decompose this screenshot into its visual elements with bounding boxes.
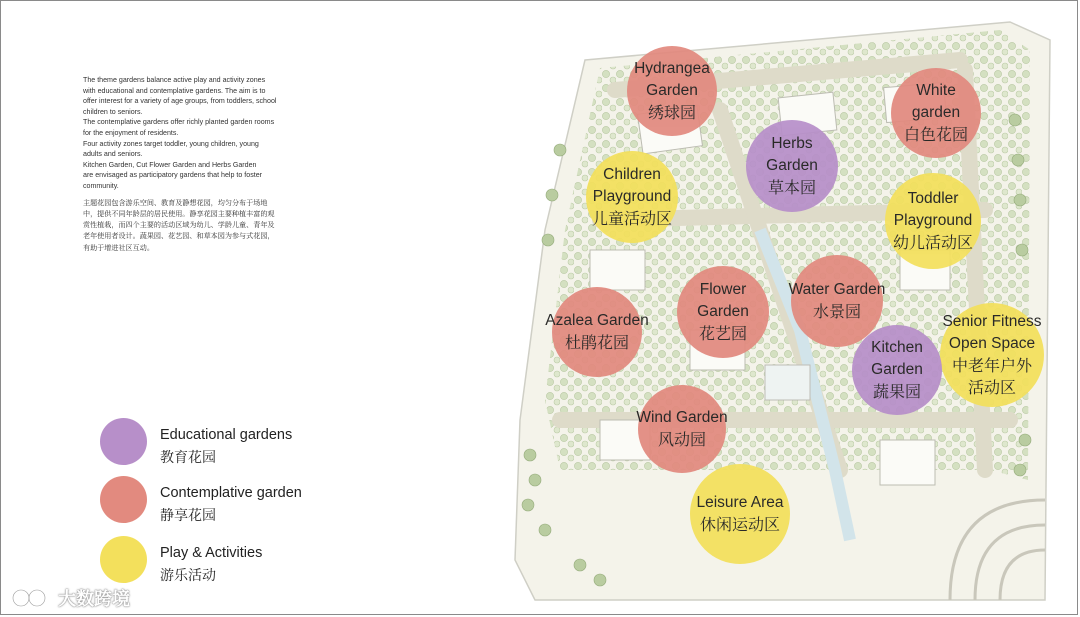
garden-name-zh: 风动园 (657, 430, 706, 449)
garden-bubble (852, 325, 942, 415)
garden-name: Azalea Garden (545, 312, 649, 329)
garden-name: Open Space (948, 335, 1036, 352)
legend-label: Educational gardens (160, 427, 293, 443)
garden-name: Garden (646, 82, 698, 99)
garden-name: Garden (871, 361, 923, 378)
legend-swatch (100, 536, 147, 583)
description-line: for the enjoyment of residents. (83, 128, 179, 137)
garden-bubble (677, 266, 769, 358)
garden-name: Playground (592, 188, 672, 205)
garden-name-zh: 杜鹃花园 (564, 333, 629, 352)
legend-label-zh: 静享花园 (160, 508, 216, 524)
garden-name-zh: 草本园 (767, 178, 816, 197)
garden-name: Children (603, 166, 661, 183)
garden-name-zh: 白色花园 (903, 125, 968, 144)
garden-name: Kitchen (871, 339, 923, 356)
description-line-zh: 中，提供不同年龄层的居民使用。静享花园主要种植丰富的观 (83, 209, 275, 218)
garden-name-zh: 儿童活动区 (591, 209, 672, 228)
garden-name: Garden (766, 157, 818, 174)
garden-bubble (940, 303, 1044, 407)
garden-name: Toddler (907, 190, 959, 207)
description-line-zh: 主题花园包含游乐空间、教育及静想花园，均匀分布于场地 (83, 198, 268, 207)
garden-bubble (638, 385, 726, 473)
description-line: with educational and contemplative gardens. The aim is to (83, 86, 266, 95)
description-line: Kitchen Garden, Cut Flower Garden and Herbs Garden (83, 160, 257, 169)
garden-name-zh: 幼儿活动区 (892, 233, 973, 252)
description-line: offer interest for a variety of age groups, from toddlers, school (83, 97, 277, 106)
garden-name: White (916, 82, 956, 99)
legend-label-zh: 游乐活动 (160, 568, 216, 584)
garden-bubble (545, 287, 649, 377)
description-line: are envisaged as participatory gardens that help to foster (83, 171, 263, 180)
legend-label-zh: 教育花园 (160, 450, 216, 466)
legend-label: Play & Activities (160, 545, 263, 561)
description-line: adults and seniors. (83, 150, 143, 159)
garden-name-zh: 花艺园 (698, 324, 747, 343)
description-line-zh: 老年使用者设计。蔬果园、花艺园、和草本园为参与式花园， (83, 232, 275, 241)
garden-bubble (885, 173, 981, 269)
garden-bubble (746, 120, 838, 212)
garden-bubble (891, 68, 981, 158)
garden-name: Hydrangea (634, 60, 710, 77)
garden-name-zh: 休闲运动区 (699, 515, 780, 534)
description-line: The theme gardens balance active play and activity zones (83, 76, 266, 84)
garden-name: Garden (697, 303, 749, 320)
description-line-zh: 赏性植栽，而四个主要的活动区域为幼儿、学龄儿童、青年及 (83, 221, 275, 230)
watermark-logo-icon (10, 587, 52, 609)
garden-name: Herbs (771, 135, 813, 152)
description-line: community. (83, 181, 119, 190)
garden-name: Water Garden (788, 281, 886, 298)
garden-bubble (586, 151, 678, 243)
garden-name-zh: 蔬果园 (872, 382, 921, 401)
garden-name: Senior Fitness (942, 313, 1042, 330)
garden-name-zh: 中老年户外 活动区 (951, 356, 1032, 397)
watermark-text: 大数跨境 (58, 589, 130, 610)
garden-name: Flower (699, 281, 747, 298)
legend-label: Contemplative garden (160, 485, 302, 501)
garden-name: Playground (893, 212, 973, 229)
description-line: children to seniors. (83, 107, 143, 116)
garden-bubble (690, 464, 790, 564)
garden-name: Wind Garden (636, 409, 728, 426)
garden-name-zh: 绣球园 (647, 103, 696, 122)
legend-swatch (100, 418, 147, 465)
description-line: The contemplative gardens offer richly planted garden rooms (83, 118, 275, 127)
description-line-zh: 有助于增进社区互动。 (83, 243, 154, 252)
garden-name: garden (911, 104, 961, 121)
garden-bubble (627, 46, 717, 136)
garden-name-zh: 水景园 (812, 302, 861, 321)
watermark (10, 585, 130, 611)
legend-swatch (100, 476, 147, 523)
garden-name: Leisure Area (696, 494, 784, 511)
description-line: Four activity zones target toddler, young children, young (83, 139, 259, 148)
